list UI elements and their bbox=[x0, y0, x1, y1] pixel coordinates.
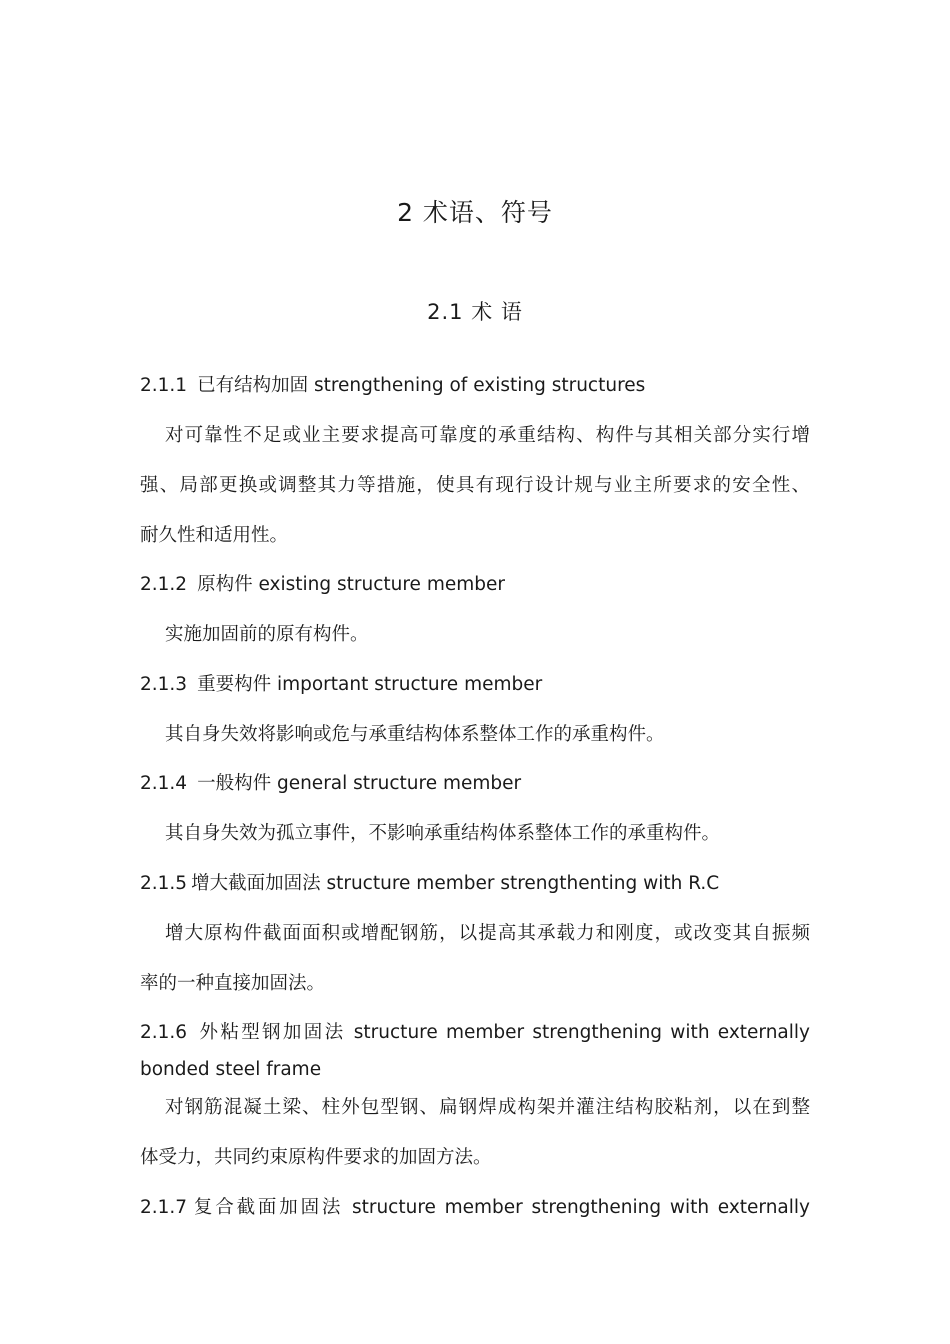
term-body-line: 增大原构件截面面积或增配钢筋，以提高其承载力和刚度，或改变其自振频 bbox=[165, 923, 810, 944]
term-number: 2.1.3 bbox=[140, 674, 188, 695]
term-number: 2.1.7 bbox=[140, 1197, 188, 1218]
term-body-line: 对可靠性不足或业主要求提高可靠度的承重结构、构件与其相关部分实行增 bbox=[165, 425, 810, 446]
term-heading-continuation: bonded steel frame bbox=[140, 1059, 322, 1080]
term-body-line: 对钢筋混凝土梁、柱外包型钢、扁钢焊成构架并灌注结构胶粘剂，以在到整 bbox=[165, 1097, 810, 1118]
term-title: 外粘型钢加固法 structure member strengthening with externally bbox=[197, 1022, 810, 1043]
term-body-line: 耐久性和适用性。 bbox=[140, 525, 289, 546]
term-number: 2.1.5 bbox=[140, 873, 188, 894]
term-title: 原构件 existing structure member bbox=[197, 574, 505, 595]
term-title: 增大截面加固法 structure member strengthenting with R.C bbox=[191, 873, 720, 894]
term-heading bbox=[140, 373, 810, 399]
term-number: 2.1.4 bbox=[140, 773, 188, 794]
term-body-line: 其自身失效为孤立事件，不影响承重结构体系整体工作的承重构件。 bbox=[165, 823, 721, 844]
term-title: 重要构件 important structure member bbox=[197, 674, 543, 695]
term-heading bbox=[140, 771, 810, 797]
term-body-line: 其自身失效将影响或危与承重结构体系整体工作的承重构件。 bbox=[165, 724, 665, 745]
term-title: 已有结构加固 strengthening of existing structures bbox=[197, 375, 646, 396]
section-title: 2.1 术 语 bbox=[427, 300, 523, 324]
term-heading bbox=[140, 672, 810, 698]
term-title: 复合截面加固法 structure member strengthening with externally bbox=[191, 1197, 810, 1218]
term-heading bbox=[140, 572, 810, 598]
term-heading bbox=[140, 871, 810, 897]
term-number: 2.1.2 bbox=[140, 574, 188, 595]
term-body-line: 体受力，共同约束原构件要求的加固方法。 bbox=[140, 1147, 492, 1168]
term-number: 2.1.6 bbox=[140, 1022, 188, 1043]
term-heading bbox=[140, 1195, 810, 1221]
term-heading bbox=[140, 1020, 810, 1046]
term-body-line: 强、局部更换或调整其力等措施，使具有现行设计规与业主所要求的安全性、 bbox=[140, 475, 810, 496]
term-title: 一般构件 general structure member bbox=[197, 773, 522, 794]
term-body-line: 实施加固前的原有构件。 bbox=[165, 624, 369, 645]
chapter-title: 2 术语、符号 bbox=[397, 198, 553, 227]
term-body-line: 率的一种直接加固法。 bbox=[140, 973, 326, 994]
term-number: 2.1.1 bbox=[140, 375, 188, 396]
